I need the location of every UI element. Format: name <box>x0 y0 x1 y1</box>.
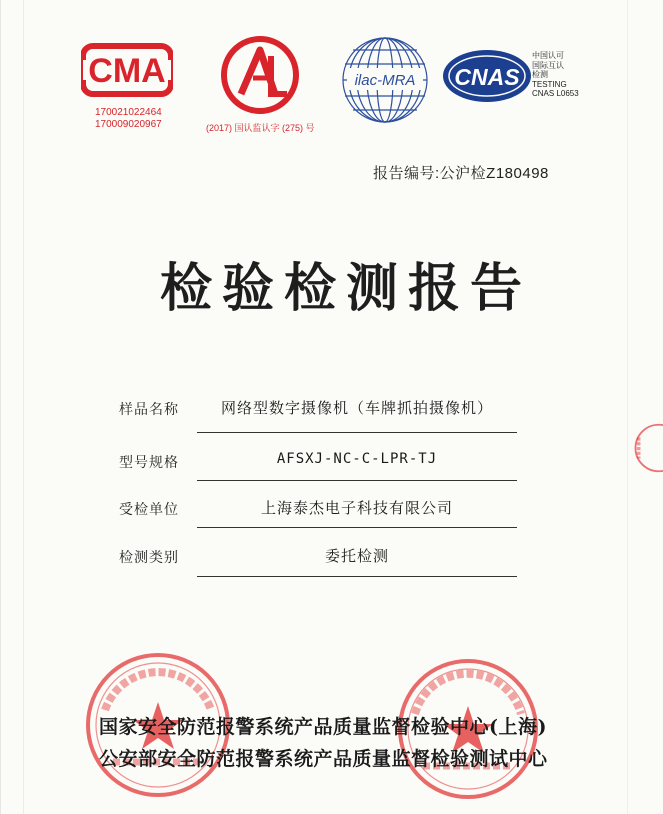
field-underline <box>197 480 517 481</box>
page-title: 检验检测报告 <box>159 258 532 319</box>
cnas-line: 国际互认 <box>532 60 564 70</box>
issuing-organization: 公安部安全防范报警系统产品质量监督检验测试中心 <box>99 748 548 770</box>
cnas-line: TESTING <box>532 79 567 89</box>
field-underline <box>197 576 517 577</box>
cma-code: 170009020967 <box>95 119 162 130</box>
cal-logo-icon <box>219 34 301 116</box>
field-value-client: 上海泰杰电子科技有限公司 <box>260 499 453 517</box>
report-number: 报告编号:公沪检Z180498 <box>373 165 549 182</box>
field-label-client: 受检单位 <box>119 501 179 517</box>
cnas-logo-icon <box>441 48 537 104</box>
cal-mark: CAL <box>258 114 262 115</box>
ilac-mark: ilac-MRA <box>354 72 416 89</box>
field-label-sample-name: 样品名称 <box>119 401 179 417</box>
field-underline <box>197 432 517 433</box>
cma-mark: CMA <box>88 52 166 90</box>
issuing-organization: 国家安全防范报警系统产品质量监督检验中心(上海) <box>99 716 547 738</box>
field-label-model: 型号规格 <box>119 454 179 470</box>
cnas-line: 中国认可 <box>532 51 564 60</box>
field-value-test-type: 委托检测 <box>324 547 389 565</box>
field-value-model: AFSXJ-NC-C-LPR-TJ <box>276 451 438 467</box>
cma-logo-icon <box>81 42 173 98</box>
cnas-accreditation-text <box>532 51 579 99</box>
cnas-line: 检测 <box>532 70 548 80</box>
fold-line <box>23 0 24 814</box>
field-label-test-type: 检测类别 <box>119 549 179 565</box>
field-value-sample-name: 网络型数字摄像机（车牌抓拍摄像机） <box>220 399 493 417</box>
red-seal-stamp-icon <box>627 398 663 498</box>
cnas-line: CNAS L0653 <box>532 89 579 99</box>
field-underline <box>197 527 517 528</box>
cma-code: 170021022464 <box>95 107 162 118</box>
ilac-mra-logo-icon <box>339 34 431 126</box>
cal-caption: (2017) 国认监认字 (275) 号 <box>206 123 315 133</box>
cma-codes <box>95 107 162 131</box>
cnas-mark: CNAS <box>454 64 520 90</box>
